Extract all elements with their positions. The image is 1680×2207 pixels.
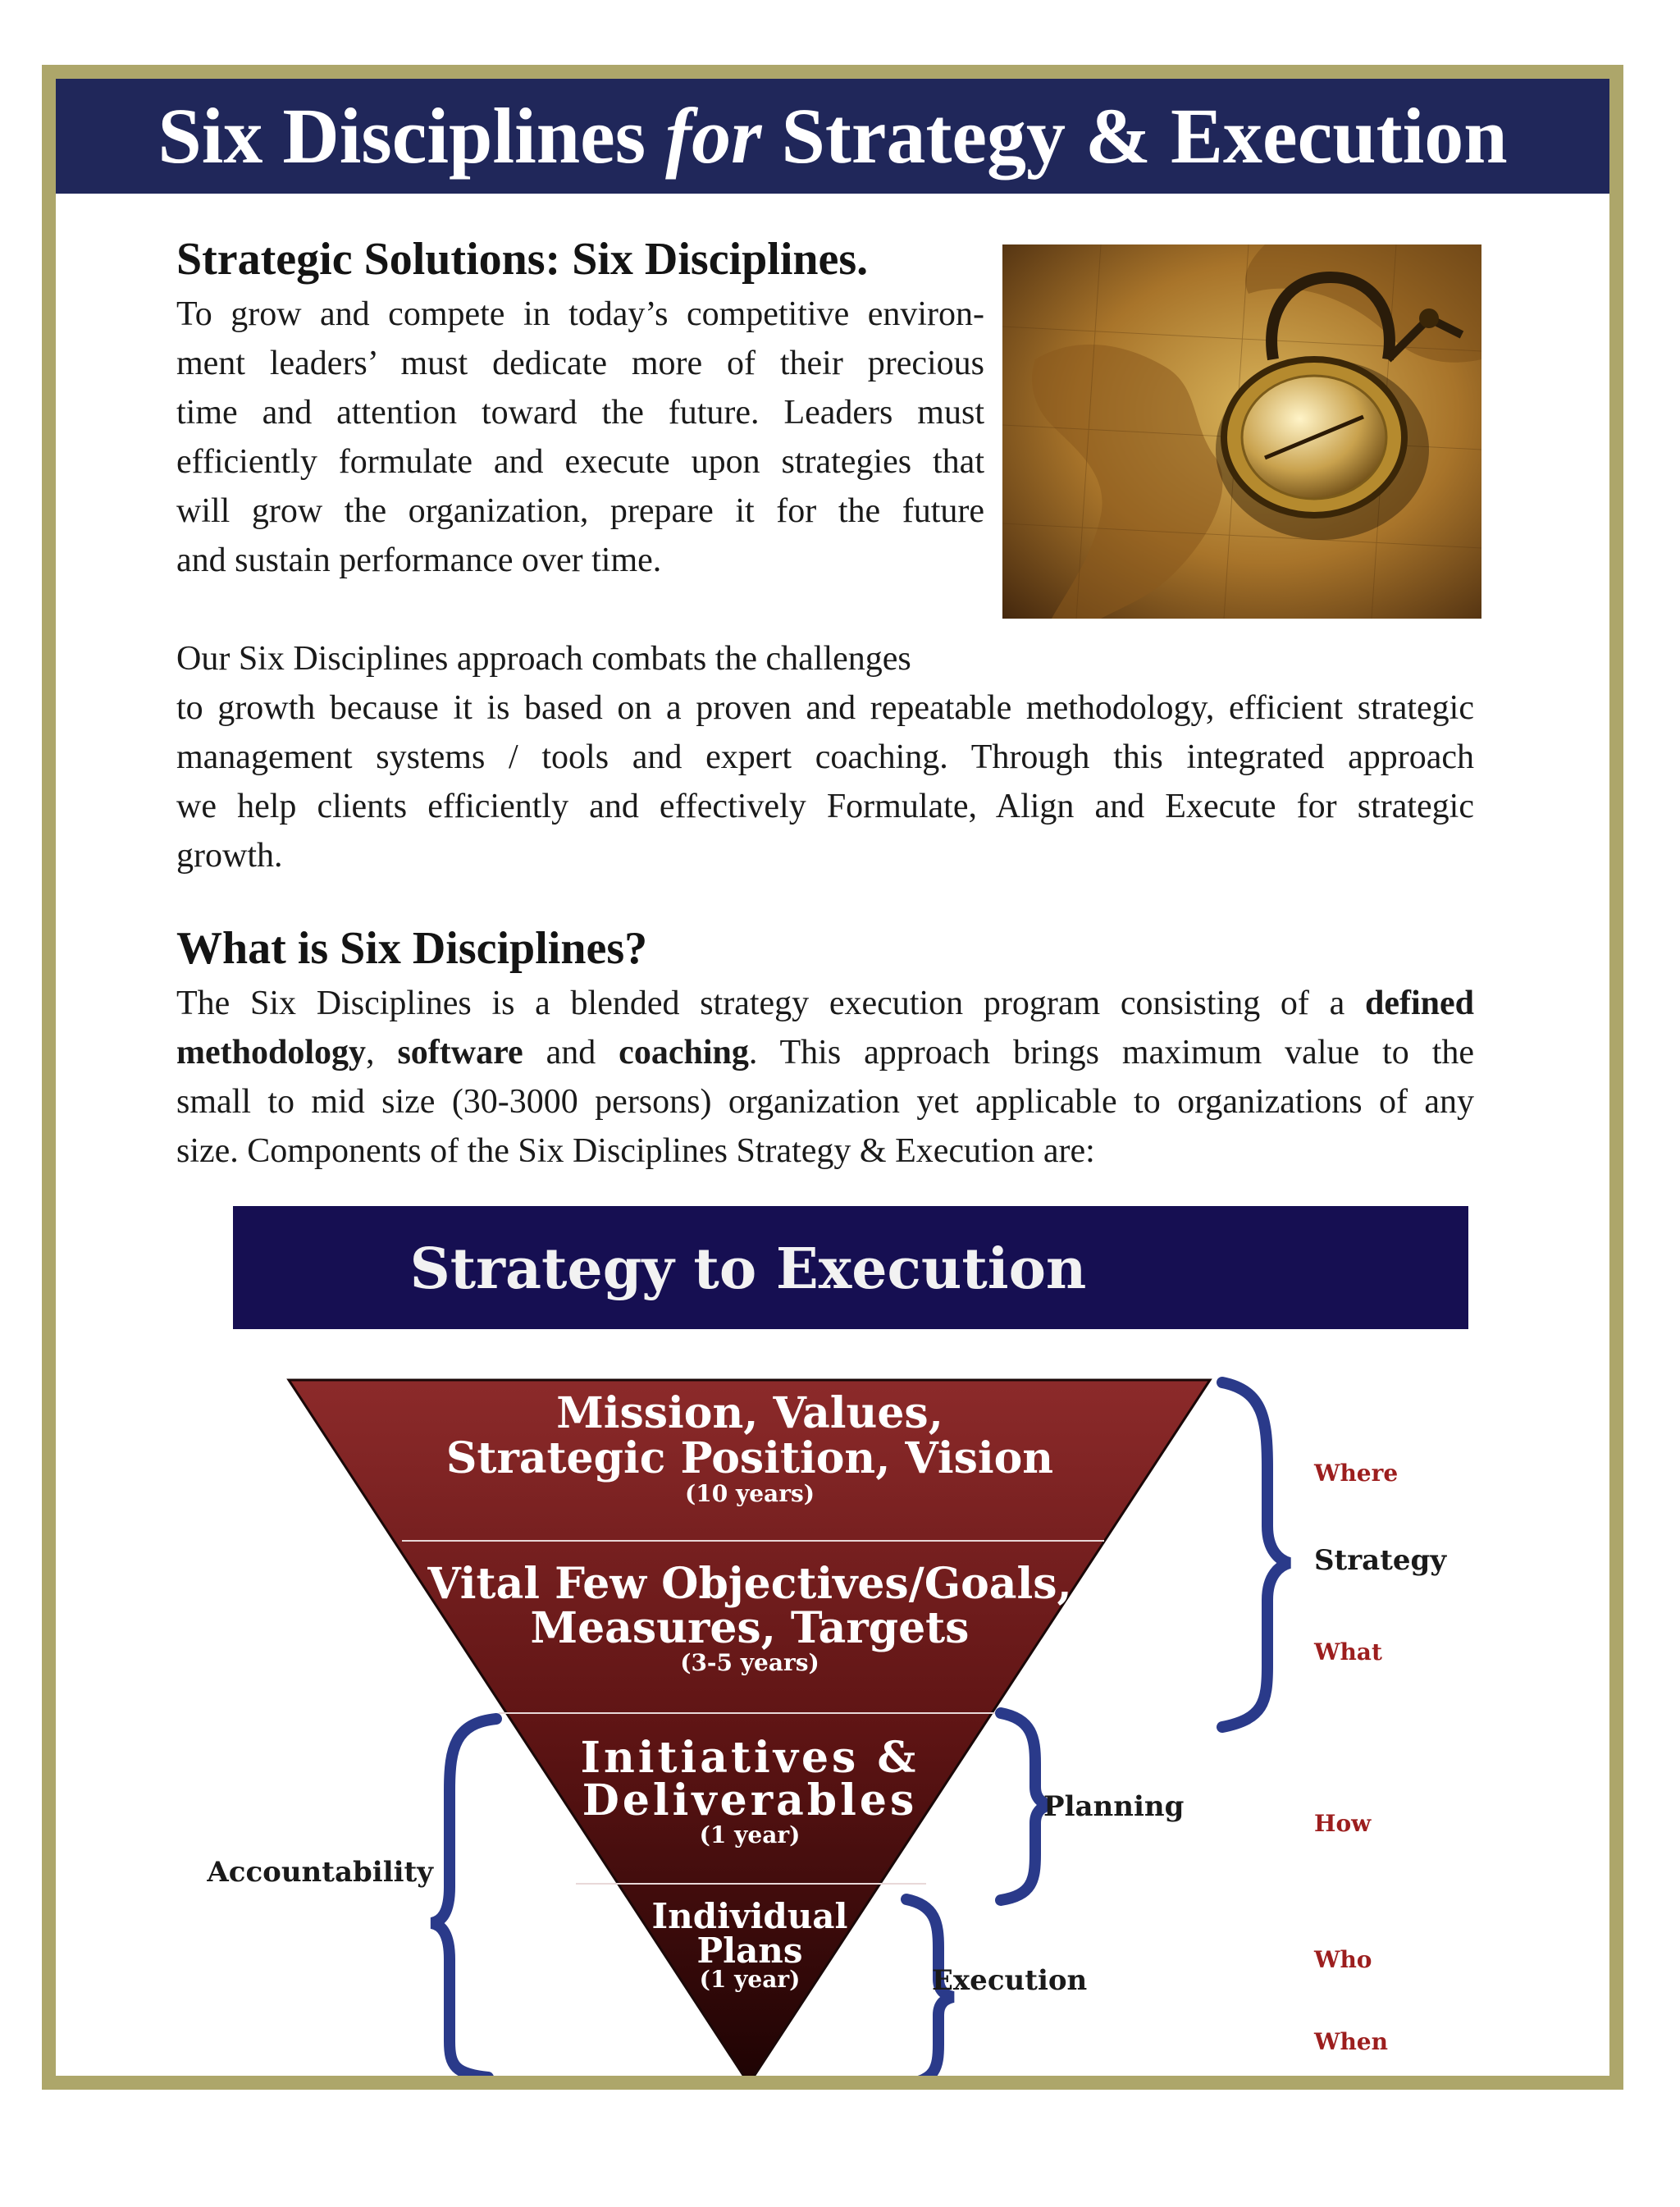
question-how: How [1314,1810,1372,1837]
text-line: time and attention toward the future. Leaders must [176,394,984,432]
question-where: Where [1314,1460,1399,1487]
text-line: The Six Disciplines is a blended strategy execution program consisting of a defined [176,985,1474,1022]
section-heading-what-is: What is Six Disciplines? [176,923,648,974]
approach-paragraph [176,634,1474,880]
tier3-line1: Initiatives & [580,1733,920,1783]
diagram-title: Strategy to Execution [409,1236,1087,1302]
text-line: Our Six Disciplines approach combats the challenges [176,640,911,678]
execution-label: Execution [932,1964,1088,1997]
text-line: ment leaders’ must dedicate more of their precious [176,345,984,382]
tier3-sub: (1 year) [699,1821,801,1848]
tier2-line2: Measures, Targets [530,1603,970,1653]
text-line: To grow and compete in today’s competitive environ- [176,295,984,333]
tier4-line1: Individual [651,1896,848,1936]
text-line: size. Components of the Six Disciplines Strategy & Execution are: [176,1132,1095,1170]
question-who: Who [1314,1946,1372,1973]
what-is-paragraph [176,979,1474,1176]
text-line: small to mid size (30-3000 persons) organization yet applicable to organizations of any [176,1083,1474,1121]
text-line: methodology, software and coaching. This approach brings maximum value to the [176,1034,1474,1072]
tier1-line2: Strategic Position, Vision [445,1433,1054,1483]
strategy-bracket [1222,1382,1290,1727]
tier2-sub: (3-5 years) [680,1649,819,1676]
compass-map-photo [1002,244,1481,619]
text-line: growth. [176,837,283,875]
text-line: will grow the organization, prepare it for the future [176,492,984,530]
tier2-line1: Vital Few Objectives/Goals, [427,1559,1072,1609]
text-line: we help clients efficiently and effectively Formulate, Align and Execute for strategic [176,788,1474,825]
strategy-label: Strategy [1314,1544,1447,1577]
section-heading-strategic-solutions: Strategic Solutions: Six Disciplines. [176,234,869,285]
text-line: to growth because it is based on a proven and repeatable methodology, efficient strategic [176,689,1474,727]
planning-bracket [1001,1713,1050,1900]
accountability-label: Accountability [207,1856,433,1889]
tier4-line2: Plans [696,1931,803,1971]
text-line: and sustain performance over time. [176,541,662,579]
tier1-sub: (10 years) [685,1480,815,1507]
accountability-bracket [431,1719,496,2076]
planning-label: Planning [1043,1790,1185,1823]
question-when: When [1314,2028,1388,2055]
page-title: Six Disciplines for Strategy & Execution [56,79,1609,194]
text-line: management systems / tools and expert coaching. Through this integrated approach [176,738,1474,776]
tier4-sub: (1 year) [699,1966,801,1993]
tier1-line1: Mission, Values, [556,1388,943,1438]
strategy-execution-diagram [164,1206,1526,2076]
tier3-line2: Deliverables [582,1775,918,1825]
question-what: What [1314,1638,1382,1666]
intro-paragraph [176,290,984,585]
text-line: efficiently formulate and execute upon strategies that [176,443,984,481]
